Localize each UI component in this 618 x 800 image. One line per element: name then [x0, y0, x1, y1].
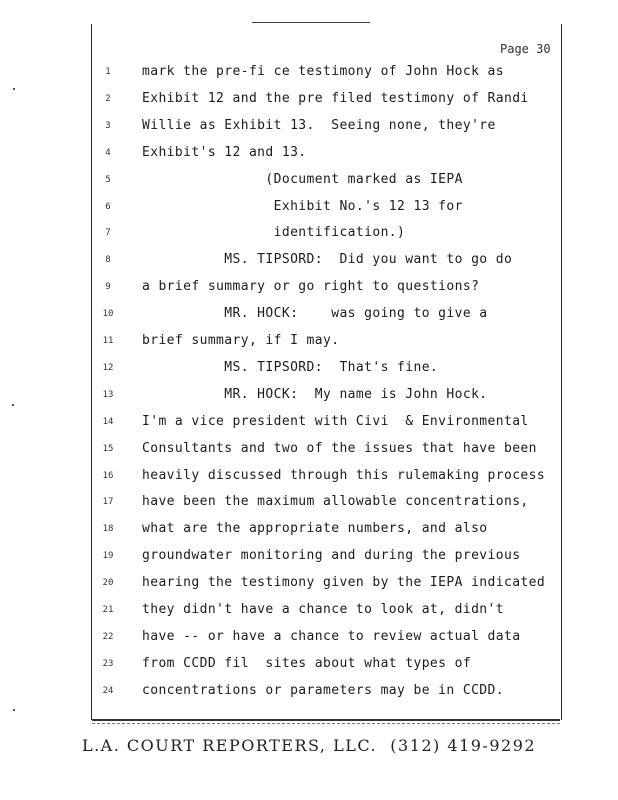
line-number: 9 — [105, 282, 111, 292]
line-number: 23 — [102, 659, 114, 669]
transcript-line: MS. TIPSORD: That's fine. — [142, 360, 439, 375]
page-number: Page 30 — [500, 42, 551, 56]
transcript-line: (Document marked as IEPA — [142, 172, 463, 187]
transcript-line: heavily discussed through this rulemaking process — [142, 468, 546, 483]
transcript-line: Willie as Exhibit 13. Seeing none, they're — [142, 118, 496, 133]
line-number: 7 — [105, 228, 111, 238]
line-number: 2 — [105, 94, 111, 104]
transcript-line: Consultants and two of the issues that have been — [142, 441, 537, 456]
transcript-line: they didn't have a chance to look at, didn't — [142, 602, 504, 617]
line-number: 12 — [102, 363, 114, 373]
transcript-line: a brief summary or go right to questions? — [142, 279, 480, 294]
transcript-line: MS. TIPSORD: Did you want to go do — [142, 252, 513, 267]
scan-speck — [13, 709, 15, 711]
transcript-line: identification.) — [142, 225, 406, 240]
line-number: 3 — [105, 121, 111, 131]
line-number: 20 — [102, 578, 114, 588]
transcript-line: groundwater monitoring and during the previous — [142, 548, 521, 563]
line-number: 19 — [102, 551, 114, 561]
line-number: 8 — [105, 255, 111, 265]
transcript-line: Exhibit's 12 and 13. — [142, 145, 307, 160]
line-number: 18 — [102, 524, 114, 534]
transcript-line: brief summary, if I may. — [142, 333, 340, 348]
transcript-line: MR. HOCK: My name is John Hock. — [142, 387, 488, 402]
footer-court-reporters: L.A. COURT REPORTERS, LLC. (312) 419-9292 — [81, 736, 537, 755]
line-number: 14 — [102, 417, 114, 427]
line-number: 16 — [102, 471, 114, 481]
scan-speck — [12, 404, 14, 406]
line-number: 22 — [102, 632, 114, 642]
transcript-line: what are the appropriate numbers, and also — [142, 521, 488, 536]
line-number: 5 — [105, 175, 111, 185]
transcript-line: hearing the testimony given by the IEPA indicated — [142, 575, 546, 590]
line-number: 15 — [102, 444, 114, 454]
transcript-line: MR. HOCK: was going to give a — [142, 306, 488, 321]
transcript-line: mark the pre-fi ce testimony of John Hock as — [142, 64, 504, 79]
transcript-line: Exhibit 12 and the pre filed testimony of Randi — [142, 91, 529, 106]
line-number: 11 — [102, 336, 114, 346]
line-number: 13 — [102, 390, 114, 400]
transcript-line: have -- or have a chance to review actual data — [142, 629, 521, 644]
bottom-rule — [92, 719, 560, 721]
scan-speck — [13, 88, 15, 90]
bottom-rule-dashed — [92, 723, 560, 724]
line-number: 6 — [105, 202, 111, 212]
transcript-line: concentrations or parameters may be in CCDD. — [142, 683, 504, 698]
line-number: 1 — [105, 67, 111, 77]
transcript-line: I'm a vice president with Civi & Environmental — [142, 414, 529, 429]
line-number: 24 — [102, 686, 114, 696]
line-number: 4 — [105, 148, 111, 158]
line-number: 21 — [102, 605, 114, 615]
top-rule — [252, 22, 370, 23]
line-number: 10 — [102, 309, 114, 319]
transcript-line: Exhibit No.'s 12 13 for — [142, 199, 463, 214]
line-number: 17 — [102, 497, 114, 507]
transcript-line: have been the maximum allowable concentrations, — [142, 494, 529, 509]
transcript-line: from CCDD fil sites about what types of — [142, 656, 472, 671]
